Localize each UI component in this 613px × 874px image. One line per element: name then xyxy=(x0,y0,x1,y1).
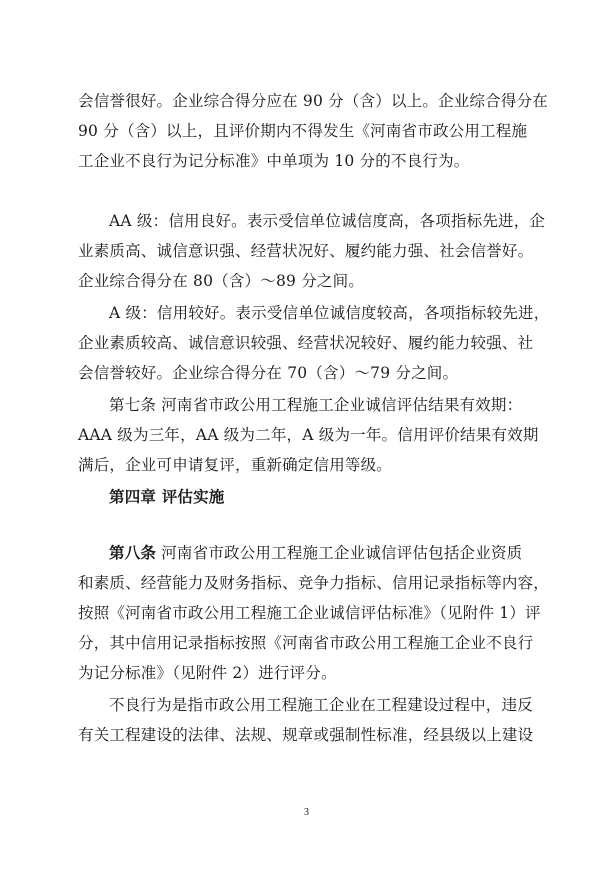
text-line: 企业素质较高、诚信意识较强、经营状况较好、履约能力较强、社 xyxy=(78,334,534,352)
text-line: AAA 级为三年，AA 级为二年，A 级为一年。信用评价结果有效期 xyxy=(78,426,539,444)
article-seven xyxy=(78,390,538,480)
text-line: 有关工程建设的法律、法规、规章或强制性标准，经县级以上建设 xyxy=(78,726,534,744)
chapter-four-heading xyxy=(78,482,538,512)
text-line: 会信誉很好。企业综合得分应在 90 分（含）以上。企业综合得分在 xyxy=(78,92,548,110)
text-line: 和素质、经营能力及财务指标、竞争力指标、信用记录指标等内容， xyxy=(78,574,550,592)
text-line: AA 级：信用良好。表示受信单位诚信度高，各项指标先进，企 xyxy=(109,212,546,230)
text-line: 业素质高、诚信意识强、经营状况好、履约能力强、社会信誉好。 xyxy=(78,242,534,260)
text-line: 90 分（含）以上，且评价期内不得发生《河南省市政公用工程施 xyxy=(78,122,528,140)
page-number: 3 xyxy=(304,807,309,818)
text-line: 按照《河南省市政公用工程施工企业诚信评估标准》（见附件 1）评 xyxy=(78,604,541,622)
article-eight xyxy=(78,538,550,688)
text-line: A 级：信用较好。表示受信单位诚信度较高，各项指标较先进， xyxy=(109,304,550,322)
text-line: 第七条 河南省市政公用工程施工企业诚信评估结果有效期： xyxy=(109,396,523,414)
paragraph-aaa-continuation xyxy=(78,86,548,176)
text-line: 不良行为是指市政公用工程施工企业在工程建设过程中，违反 xyxy=(109,696,533,714)
paragraph-bad-behavior xyxy=(78,690,538,750)
page-body xyxy=(78,86,550,750)
text-line: 分，其中信用记录指标按照《河南省市政公用工程施工企业不良行 xyxy=(78,634,534,652)
text-line: 为记分标准》（见附件 2）进行评分。 xyxy=(78,664,337,682)
text-line: 企业综合得分在 80（含）～89 分之间。 xyxy=(78,272,365,290)
text-segment: 河南省市政公用工程施工企业诚信评估包括企业资质 xyxy=(156,544,523,562)
paragraph-aa-level xyxy=(78,206,546,296)
text-line: 工企业不良行为记分标准》中单项为 10 分的不良行为。 xyxy=(78,152,470,170)
paragraph-a-level xyxy=(78,298,550,388)
text-line xyxy=(78,538,538,568)
chapter-heading: 第四章 评估实施 xyxy=(109,487,225,506)
text-line: 会信誉较好。企业综合得分在 70（含）～79 分之间。 xyxy=(78,364,459,382)
text-line: 满后，企业可申请复评，重新确定信用等级。 xyxy=(78,456,393,474)
article-label: 第八条 xyxy=(109,543,157,562)
